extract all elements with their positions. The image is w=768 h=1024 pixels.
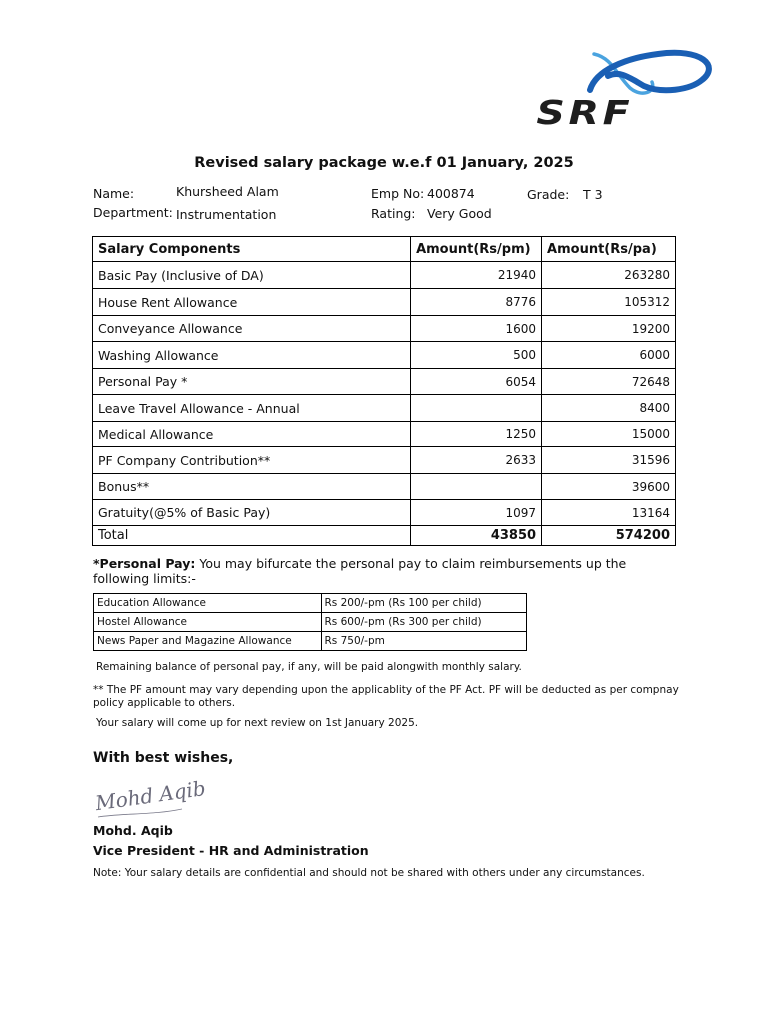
signature — [93, 765, 208, 825]
component-name: Leave Travel Allowance - Annual — [93, 395, 411, 422]
limit-value: Rs 200/-pm (Rs 100 per child) — [321, 594, 527, 613]
emp-no: 400874 — [427, 186, 475, 201]
table-row — [94, 632, 527, 651]
personal-pay-note — [93, 556, 673, 586]
table-row — [93, 289, 676, 316]
table-row — [93, 474, 676, 500]
logo-swoosh-dark — [590, 53, 709, 90]
total-pm: 43850 — [411, 526, 542, 546]
table-row — [93, 316, 676, 342]
table-row — [93, 395, 676, 422]
amount-pm: 2633 — [411, 447, 542, 474]
component-name: Conveyance Allowance — [93, 316, 411, 342]
table-row — [93, 342, 676, 369]
salary-table-header — [93, 237, 676, 262]
logo-text: SRF — [536, 93, 634, 133]
amount-pa: 13164 — [542, 500, 676, 526]
srf-logo — [534, 40, 716, 133]
department: Instrumentation — [176, 207, 277, 222]
total-row — [93, 526, 676, 546]
header-amount-pa: Amount(Rs/pa) — [542, 237, 676, 262]
closing-greeting: With best wishes, — [93, 750, 234, 766]
grade: T 3 — [583, 187, 603, 202]
remaining-balance-note: Remaining balance of personal pay, if any, will be paid alongwith monthly salary. — [96, 661, 522, 673]
amount-pm: 500 — [411, 342, 542, 369]
limit-value: Rs 600/-pm (Rs 300 per child) — [321, 613, 527, 632]
limit-item: Hostel Allowance — [94, 613, 322, 632]
reimbursement-limits-table — [93, 593, 527, 651]
amount-pm — [411, 395, 542, 422]
grade-label: Grade: — [527, 187, 570, 202]
component-name: House Rent Allowance — [93, 289, 411, 316]
department-label: Department: — [93, 205, 173, 220]
component-name: Washing Allowance — [93, 342, 411, 369]
confidential-note: Note: Your salary details are confidential and should not be shared with others under any circumstances. — [93, 867, 645, 879]
signature-text: Mohd Aqib — [93, 776, 208, 816]
review-note: Your salary will come up for next review on 1st January 2025. — [96, 717, 419, 729]
table-row — [94, 613, 527, 632]
component-name: PF Company Contribution** — [93, 447, 411, 474]
limit-item: News Paper and Magazine Allowance — [94, 632, 322, 651]
amount-pa: 263280 — [542, 262, 676, 289]
salary-table — [92, 236, 676, 546]
component-name: Personal Pay * — [93, 369, 411, 395]
amount-pm: 1250 — [411, 422, 542, 447]
amount-pa: 39600 — [542, 474, 676, 500]
page-title: Revised salary package w.e.f 01 January, 2025 — [194, 155, 574, 171]
amount-pa: 19200 — [542, 316, 676, 342]
header-components: Salary Components — [93, 237, 411, 262]
amount-pm: 8776 — [411, 289, 542, 316]
amount-pm: 1097 — [411, 500, 542, 526]
total-label: Total — [93, 526, 411, 546]
amount-pa: 31596 — [542, 447, 676, 474]
header-amount-pm: Amount(Rs/pm) — [411, 237, 542, 262]
name-label: Name: — [93, 186, 135, 201]
table-row — [93, 422, 676, 447]
rating-label: Rating: — [371, 206, 416, 221]
amount-pa: 8400 — [542, 395, 676, 422]
table-row — [94, 594, 527, 613]
emp-no-label: Emp No: — [371, 186, 425, 201]
amount-pm: 6054 — [411, 369, 542, 395]
amount-pm — [411, 474, 542, 500]
component-name: Basic Pay (Inclusive of DA) — [93, 262, 411, 289]
amount-pm: 21940 — [411, 262, 542, 289]
component-name: Bonus** — [93, 474, 411, 500]
amount-pa: 6000 — [542, 342, 676, 369]
amount-pa: 105312 — [542, 289, 676, 316]
limit-item: Education Allowance — [94, 594, 322, 613]
personal-pay-text: You may bifurcate the personal pay to claim reimbursements up the following limits:- — [93, 556, 627, 586]
pf-note: ** The PF amount may vary depending upon the applicablity of the PF Act. PF will be deducted as per compnay policy applicable to others. — [93, 684, 679, 709]
signatory-name: Mohd. Aqib — [93, 823, 173, 838]
rating: Very Good — [427, 206, 492, 221]
table-row — [93, 500, 676, 526]
component-name: Gratuity(@5% of Basic Pay) — [93, 500, 411, 526]
amount-pa: 15000 — [542, 422, 676, 447]
table-row — [93, 447, 676, 474]
total-pa: 574200 — [542, 526, 676, 546]
employee-name: Khursheed Alam — [176, 184, 279, 199]
limit-value: Rs 750/-pm — [321, 632, 527, 651]
amount-pa: 72648 — [542, 369, 676, 395]
personal-pay-label: *Personal Pay: — [93, 556, 196, 571]
table-row — [93, 262, 676, 289]
table-row — [93, 369, 676, 395]
component-name: Medical Allowance — [93, 422, 411, 447]
signatory-designation: Vice President - HR and Administration — [93, 843, 369, 858]
amount-pm: 1600 — [411, 316, 542, 342]
